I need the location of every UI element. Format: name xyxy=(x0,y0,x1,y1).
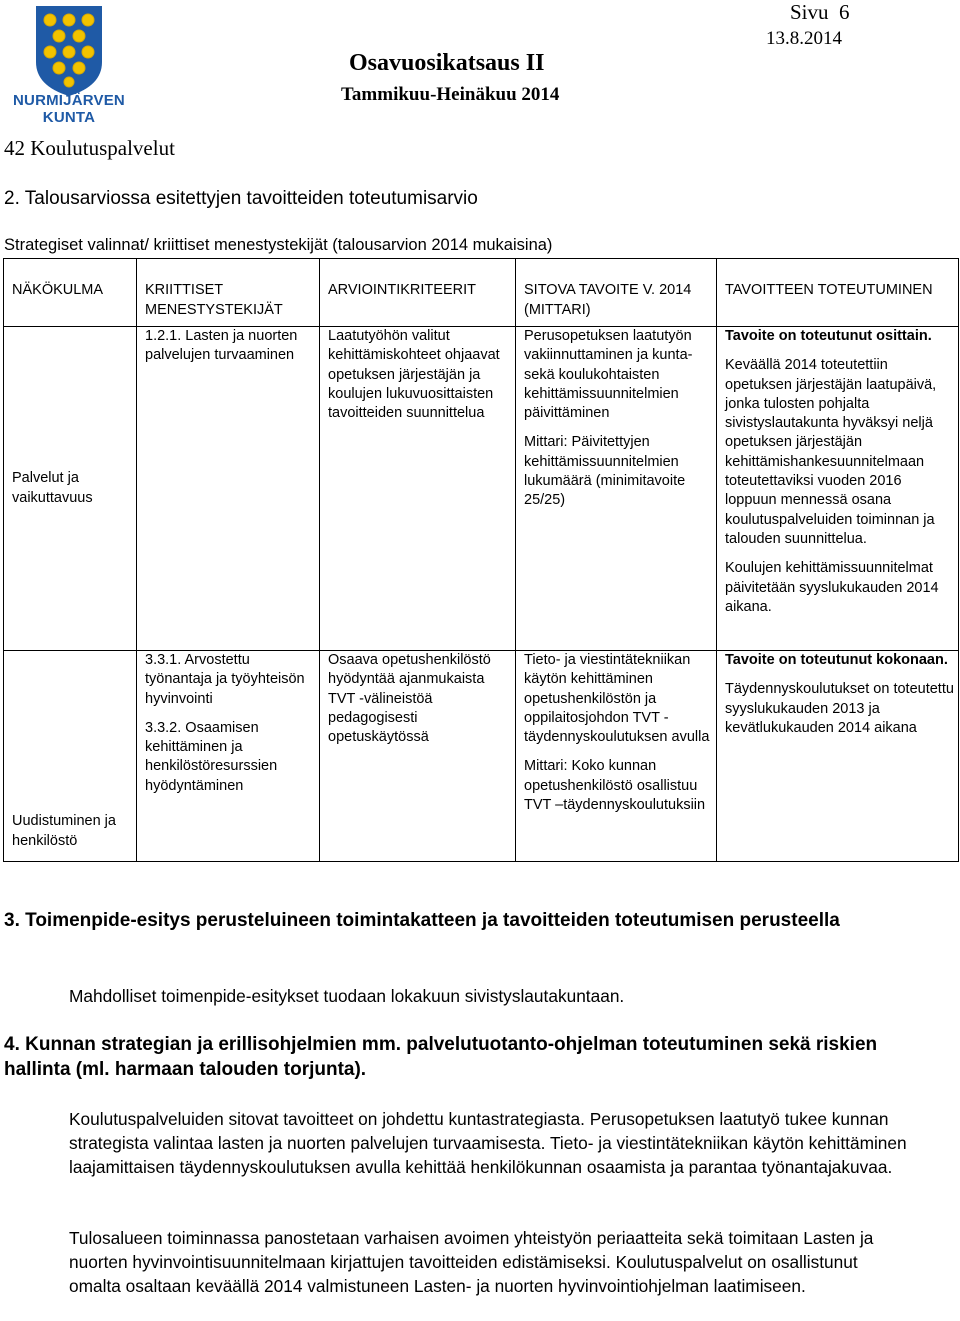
perspective-cell xyxy=(4,327,137,651)
municipality-logo xyxy=(6,4,132,128)
factor-text: 1.2.1. Lasten ja nuorten palvelujen turvaaminen xyxy=(145,328,298,364)
section-2-subheading: Strategiset valinnat/ kriittiset menestystekijät (talousarvion 2014 mukaisina) xyxy=(4,236,553,254)
status-text: Koulujen kehittämissuunnitelmat päivitetään syyslukukauden 2014 aikana. xyxy=(725,560,939,615)
status-heading: Tavoite on toteutunut kokonaan. xyxy=(725,652,948,668)
status-cell xyxy=(717,327,959,651)
column-header: ARVIOINTIKRITEERIT xyxy=(320,259,516,327)
factor-cell xyxy=(137,651,320,862)
status-text: Täydennyskoulutukset on toteutettu syyslukukauden 2013 ja kevätlukukauden 2014 aikana xyxy=(725,681,954,736)
table-row xyxy=(4,327,959,651)
target-cell xyxy=(516,327,717,651)
perspective-cell xyxy=(4,651,137,862)
section-4-heading: 4. Kunnan strategian ja erillisohjelmien mm. palvelutuotanto-ohjelman toteutuminen sekä riskien hallinta (ml. harmaan talouden torjunta). xyxy=(4,1034,878,1080)
perspective-text: Uudistuminen ja henkilöstö xyxy=(12,813,116,849)
target-text: Perusopetuksen laatutyön vakiinnuttaminen ja kunta- sekä koulukohtaisten kehittämissuunnitelmien päivittäminen xyxy=(524,328,693,422)
criteria-text: Laatutyöhön valitut kehittämiskohteet ohjaavat opetuksen järjestäjän ja koulujen lukuvuosittaisten tavoitteiden suunnittelua xyxy=(328,328,500,422)
page-number: Sivu 6 xyxy=(790,0,850,24)
goals-table xyxy=(3,258,959,862)
target-cell xyxy=(516,651,717,862)
criteria-cell xyxy=(320,327,516,651)
department-name: 42 Koulutuspalvelut xyxy=(4,136,175,160)
column-header: NÄKÖKULMA xyxy=(4,259,137,327)
report-date: 13.8.2014 xyxy=(766,28,842,49)
table-header-row xyxy=(4,259,959,327)
criteria-cell xyxy=(320,651,516,862)
table-row xyxy=(4,651,959,862)
section-3-heading: 3. Toimenpide-esitys perusteluineen toimintakatteen ja tavoitteiden toteutumisen perusteella xyxy=(4,910,840,931)
factor-cell xyxy=(137,327,320,651)
perspective-text: Palvelut ja vaikuttavuus xyxy=(12,470,93,506)
factor-text: 3.3.1. Arvostettu työnantaja ja työyhteisön hyvinvointi xyxy=(145,652,305,707)
section-3-text: Mahdolliset toimenpide-esitykset tuodaan lokakuun sivistyslautakuntaan. xyxy=(69,986,625,1006)
column-header: SITOVA TAVOITE V. 2014 (MITTARI) xyxy=(516,259,717,327)
metric-text: Mittari: Päivitettyjen kehittämissuunnitelmien lukumäärä (minimitavoite 25/25) xyxy=(524,434,686,509)
column-header: KRIITTISET MENESTYSTEKIJÄT xyxy=(137,259,320,327)
factor-text: 3.3.2. Osaamisen kehittäminen ja henkilöstöresurssien hyödyntäminen xyxy=(145,719,278,794)
metric-text: Mittari: Koko kunnan opetushenkilöstö osallistuu TVT –täydennyskoulutuksiin xyxy=(524,758,706,814)
section-4-paragraph: Koulutuspalveluiden sitovat tavoitteet on johdettu kuntastrategiasta. Perusopetuksen laatutyö tukee kunnan strategista valintaa lasten ja nuorten palvelujen turvaamisesta. Tieto- ja viestintätekniikan käytön kehittäminen laajamittaisen täydennyskoulutuksen avulla kehittää henkilökunnan osaamista ja parantaa työnantajakuvaa. xyxy=(69,1109,907,1177)
section-2-heading: 2. Talousarviossa esitettyjen tavoitteiden toteutumisarvio xyxy=(4,188,478,209)
status-heading: Tavoite on toteutunut osittain. xyxy=(725,328,932,344)
section-4-paragraph: Tulosalueen toiminnassa panostetaan varhaisen avoimen yhteistyön periaatteita sekä toimitaan Lasten ja nuorten hyvinvointisuunnitelmaan kirjattujen tavoitteiden edistämiseksi. Koulutuspalvelut on osallistunut omalta osaltaan keväällä 2014 valmistuneen Lasten- ja nuorten hyvinvointiohjelman laatimiseen. xyxy=(69,1228,874,1296)
criteria-text: Osaava opetushenkilöstö hyödyntää ajanmukaista TVT -välineistöä pedagogisesti opetuskäytössä xyxy=(328,652,491,746)
status-text: Keväällä 2014 toteutettiin opetuksen järjestäjän laatupäivä, jonka tulosten pohjalta sivistyslautakunta hyväksyi neljä opetuksen järjestäjän kehittämishankesuunnitelmaan toteutettaviksi vuoden 2016 loppuun mennessä osana koulutuspalveluiden toiminnan ja talouden suunnittelua. xyxy=(725,357,937,547)
report-period: Tammikuu-Heinäkuu 2014 xyxy=(341,84,560,105)
logo-text: NURMIJÄRVEN KUNTA xyxy=(13,92,125,126)
document-title: Osavuosikatsaus II xyxy=(349,50,545,76)
column-header: TAVOITTEEN TOTEUTUMINEN xyxy=(717,259,959,327)
target-text: Tieto- ja viestintätekniikan käytön kehittäminen opetushenkilöstön ja oppilaitosjohdon TVT -täydennyskoulutuksen avulla xyxy=(524,652,710,746)
status-cell xyxy=(717,651,959,862)
